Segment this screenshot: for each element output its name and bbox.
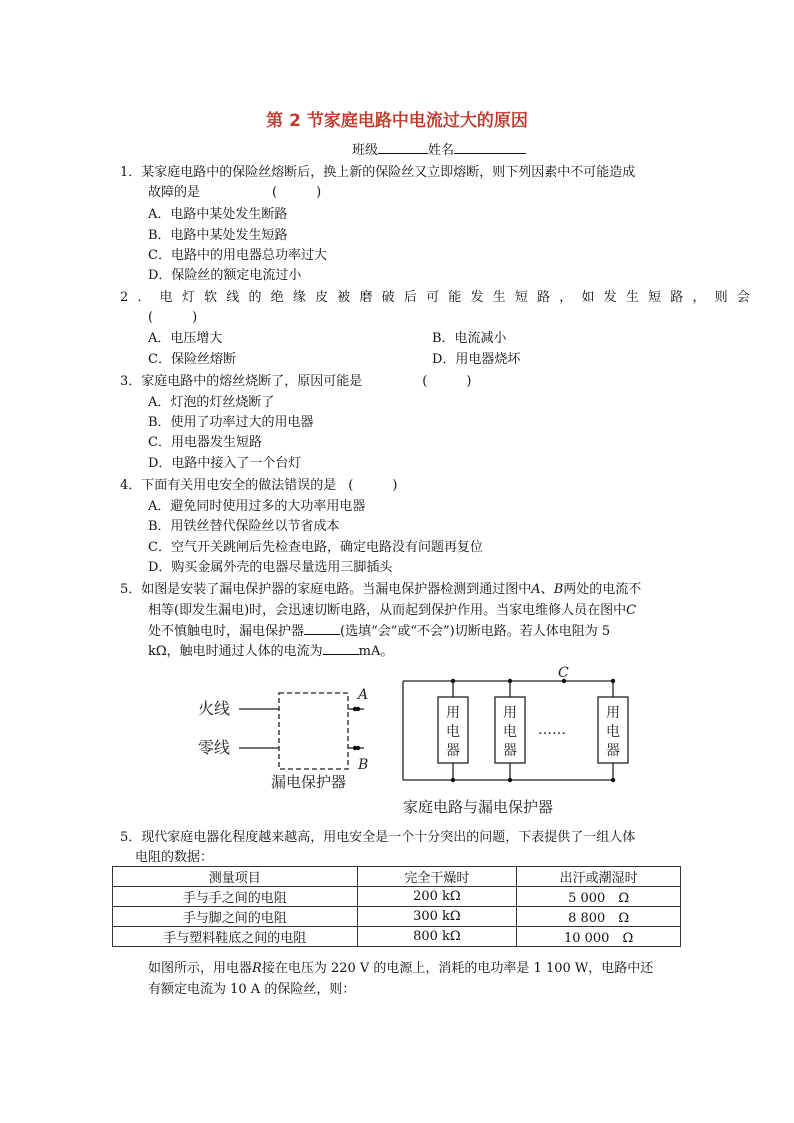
appliance-2-char-1: 用: [503, 705, 517, 721]
q1-option-b: B．电路中某处发生短路: [148, 228, 288, 243]
q5-text-3b: (选填“会”或“不会”)切断电路。若人体电阻为 5: [340, 624, 611, 639]
name-label: 姓名: [428, 143, 455, 158]
q3-option-a: A．灯泡的灯丝烧断了: [148, 395, 275, 410]
q4-answer-paren[interactable]: ( ): [348, 478, 398, 493]
table-header: 出汗或潮湿时: [517, 867, 681, 887]
q5-text-1a: 5．如图是安装了漏电保护器的家庭电路。当漏电保护器检测到通过图中: [120, 582, 532, 597]
appliance-1-char-2: 电: [446, 724, 460, 740]
q5-point-a-ref: A: [531, 582, 541, 597]
q4-option-c: C．空气开关跳闸后先检查电路，确定电路没有问题再复位: [148, 540, 483, 555]
q6-after-line1: [148, 957, 653, 976]
body-resistance-table: [112, 866, 681, 947]
q6-resistor-r: R: [252, 961, 262, 976]
q5-text-2a: 相等(即发生漏电)时，会迅速切断电路，从而起到保护作用。当家电维修人员在图中: [148, 603, 627, 618]
figure-caption: 家庭电路与漏电保护器: [403, 798, 554, 816]
table-header-row: [113, 867, 681, 887]
q2-option-b: B．电流减小: [432, 331, 507, 346]
live-wire-label: 火线: [198, 699, 231, 718]
q6-after-text-a: 如图所示，用电器: [148, 961, 253, 976]
table-cell: 10 000 Ω: [517, 927, 681, 947]
page-title: 第 2 节家庭电路中电流过大的原因: [266, 111, 528, 131]
appliance-2-char-2: 电: [503, 724, 517, 740]
neutral-wire-label: 零线: [198, 738, 231, 757]
q1-option-d: D．保险丝的额定电流过小: [148, 268, 302, 283]
table-cell: 手与手之间的电阻: [113, 887, 358, 907]
protector-box: [279, 693, 348, 769]
protector-label: 漏电保护器: [271, 773, 347, 791]
q1-stem-line1: 1．某家庭电路中的保险丝熔断后，换上新的保险丝又立即熔断，则下列因素中不可能造成: [120, 165, 636, 180]
appliance-3-char-1: 用: [606, 705, 620, 721]
appliance-3-char-3: 器: [606, 743, 620, 759]
q6-stem-line2: 电阻的数据：: [135, 850, 214, 865]
point-b-label: B: [358, 757, 369, 773]
appliance-ellipsis: ……: [538, 722, 566, 738]
q4-option-d: D．购买金属外壳的电器尽量选用三脚插头: [148, 560, 393, 575]
q5-text-4a: kΩ，触电时通过人体的电流为: [148, 644, 323, 659]
q4-option-b: B．用铁丝替代保险丝以节省成本: [148, 519, 340, 534]
q1-answer-paren[interactable]: ( ): [272, 185, 322, 200]
table-cell: 300 kΩ: [357, 907, 517, 927]
q3-stem-text: 3．家庭电路中的熔丝烧断了，原因可能是: [120, 374, 363, 389]
q6-after-text-b: 接在电压为 220 V 的电源上，消耗的电功率是 1 100 W，电路中还: [261, 961, 654, 976]
q6-stem-line1: 5．现代家庭电器化程度越来越高，用电安全是一个十分突出的问题，下表提供了一组人体: [120, 830, 636, 845]
q2-stem-line1: 2．电灯软线的绝缘皮被磨破后可能发生短路，如发生短路，则会: [120, 290, 760, 305]
table-row: [113, 927, 681, 947]
table-cell: 8 800 Ω: [517, 907, 681, 927]
q5-point-b-ref: B: [553, 582, 564, 597]
q5-text-1b: 两处的电流不: [563, 582, 642, 597]
q3-option-c: C．用电器发生短路: [148, 435, 262, 450]
class-label: 班级: [352, 143, 379, 158]
table-header: 测量项目: [113, 867, 358, 887]
q4-stem-text: 4．下面有关用电安全的做法错误的是: [120, 478, 337, 493]
appliance-1-char-1: 用: [446, 705, 460, 721]
table-cell: 800 kΩ: [357, 927, 517, 947]
q1-option-c: C．电路中的用电器总功率过大: [148, 248, 327, 263]
q2-option-d: D．用电器烧坏: [432, 352, 521, 367]
q3-answer-paren[interactable]: ( ): [422, 374, 472, 389]
q5-text-3a: 处不慎触电时，漏电保护器: [148, 624, 305, 639]
table-cell: 手与脚之间的电阻: [113, 907, 358, 927]
appliance-1-char-3: 器: [446, 743, 460, 759]
q5-text-4b: mA。: [358, 644, 394, 659]
q5-point-c-ref: C: [626, 603, 637, 618]
q2-option-c: C．保险丝熔断: [148, 352, 236, 367]
appliance-2-char-3: 器: [503, 743, 517, 759]
q1-stem-text: 故障的是: [148, 185, 201, 200]
q5-separator: 、: [540, 582, 554, 597]
table-row: [113, 907, 681, 927]
q3-option-b: B．使用了功率过大的用电器: [148, 415, 314, 430]
point-c-label: C: [558, 665, 569, 681]
table-row: [113, 887, 681, 907]
q2-option-a: A．电压增大: [148, 331, 223, 346]
q3-option-d: D．电路中接入了一个台灯: [148, 456, 302, 471]
table-cell: 5 000 Ω: [517, 887, 681, 907]
table-cell: 200 kΩ: [357, 887, 517, 907]
q6-after-line2: 有额定电流为 10 A 的保险丝，则：: [148, 982, 356, 997]
table-header: 完全干燥时: [357, 867, 517, 887]
q4-option-a: A．避免同时使用过多的大功率用电器: [148, 499, 366, 514]
q1-option-a: A．电路中某处发生断路: [148, 207, 288, 222]
table-cell: 手与塑料鞋底之间的电阻: [113, 927, 358, 947]
appliance-3-char-2: 电: [606, 724, 620, 740]
point-a-label: A: [358, 687, 369, 703]
q2-answer-paren[interactable]: ( ): [148, 310, 198, 325]
